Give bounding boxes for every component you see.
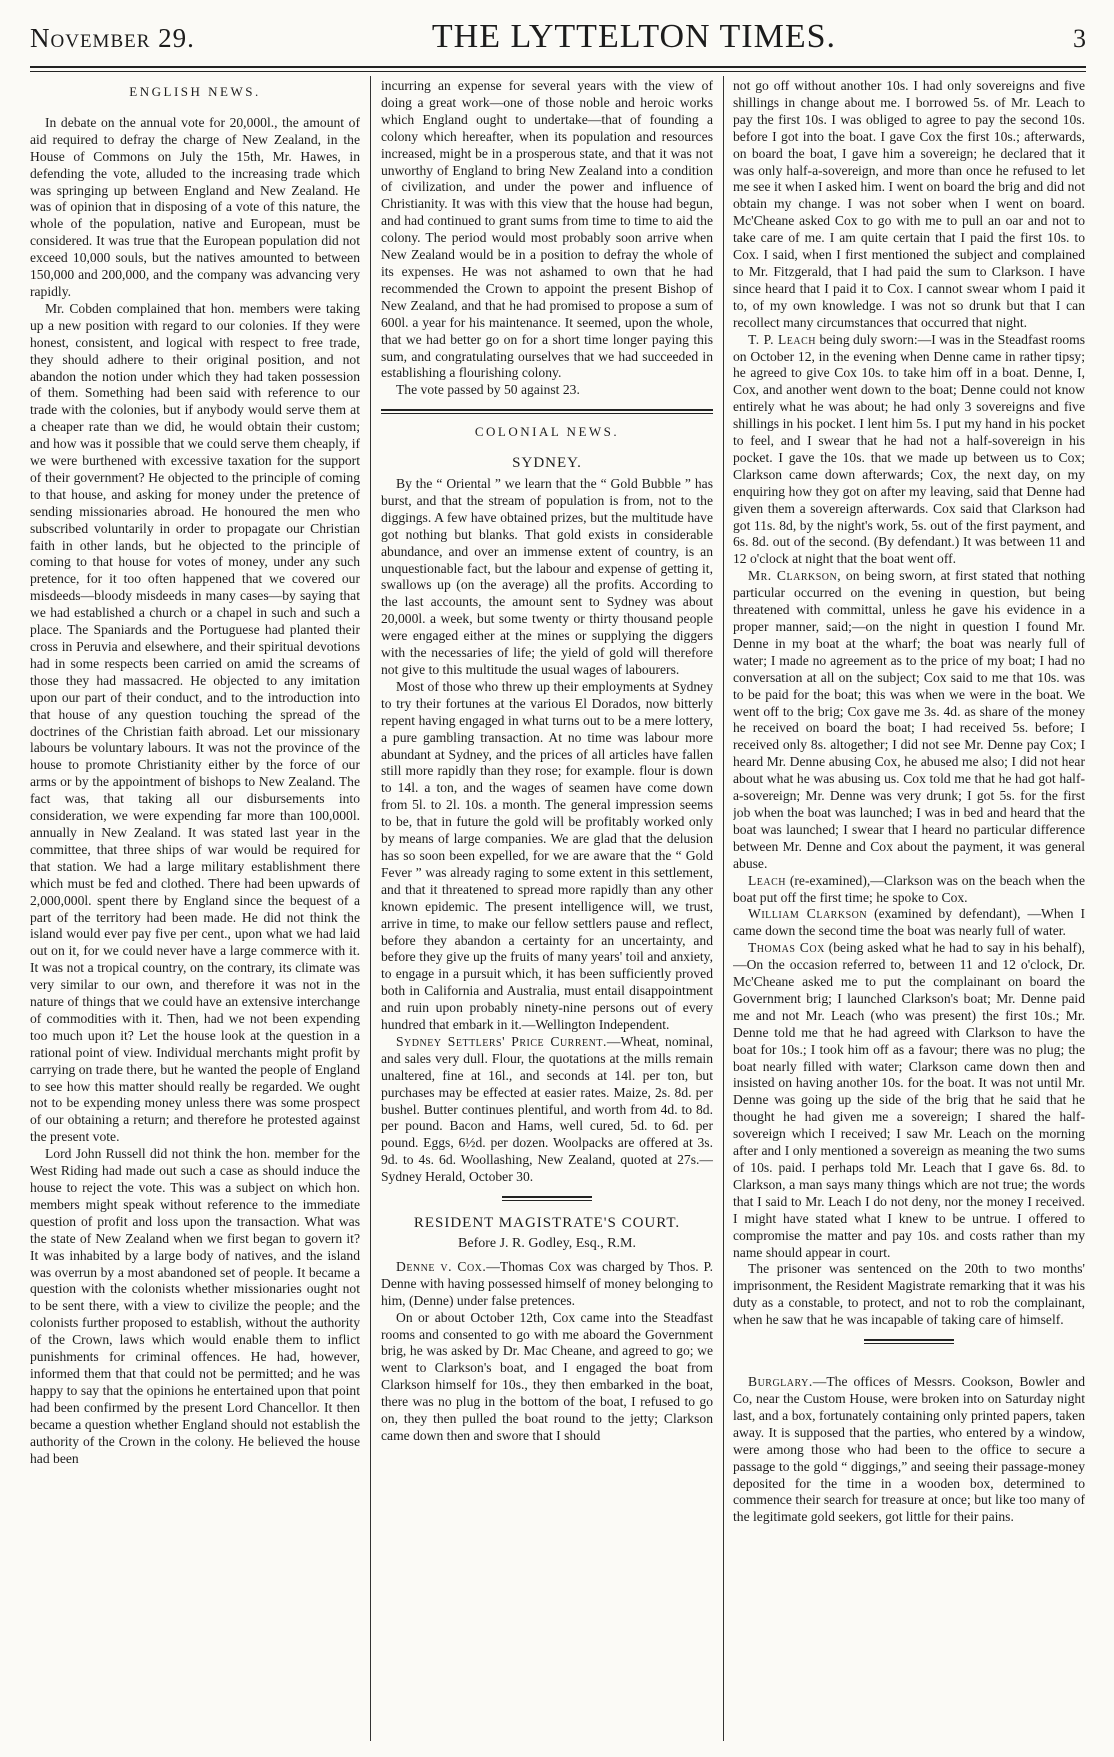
testimony-text: (re-examined),—Clarkson was on the beach when the boat put off the first time; he spoke to Cox. [733,872,1085,905]
article-paragraph: Lord John Russell did not think the hon. member for the West Riding had made out such a case as should induce the house to reject the vote. This was a subject on which hon. members might speak without reference to the immediate question of profit and loss upon the transaction. What was the state of New Zealand when we first began to govern it? It was inhabited by a large body of natives, and the island was overrun by a most abandoned set of people. It became a question with the colonists whether missionaries ought not to be sent there, with a view to civilize the people; and the colonists further proposed to establish, without the authority of the Crown, laws which would enable them to inflict punishments for criminal offences. He had, however, informed them that that could not be permitted; and he was happy to say that the opinions he entertained upon that point had been confirmed by the present Lord Chancellor. It then became a question whether England should not establish the authority of the Crown in the colony. He believed the house had been [30,1146,360,1466]
court-magistrate: Before J. R. Godley, Esq., R.M. [458,1236,636,1251]
article-paragraph: Mr. Cobden complained that hon. members were taking up a new position with regard to our colonies. If they were honest, consistent, and logical with respect to free trade, they should adhere to their original position, and not abandon the notion under which they had taken possession of them. Something had been said with reference to our trade with the colonies, but if anybody would serve them at a cheaper rate than we did, he would obtain their custom; and how was it possible that we could serve them cheaply, if we were burthened with excessive taxation for the support of their government? He objected to the principle of coming to that house, and asking for money under the pretence of sending missionaries abroad. He honoured the men who subscribed voluntarily in order to propagate our Christian faith in other lands, but he objected to the principle of coming to that house for votes of money, under any such pretence, for it too often happened that we covered our misdeeds—bloody misdeeds in many cases—by saying that we had established a church or a chapel in such and such a place. The Spaniards and the Portuguese had planted their cross in Peruvia and elsewhere, and their spiritual devotions had in some respects been carried on amid the screams of those they had massacred. He objected to any imitation upon our part of their conduct, and to the introduction into that house of any question touching the spread of the doctrines of the Christian faith abroad. Let our missionary labours be voluntary labours. It was not the province of the house to promote Christianity either by the force of our arms or by the appointment of bishops to New Zealand. The fact was, that taking all our disbursements into consideration, we were expending far more than 100,000l. annually in New Zealand. It was stated last year in the committee, that three ships of war would be required for that station. We had a large military establishment there which must be fed and clothed. There had been upwards of 2,000,000l. spent there by England since the bequest of a part of the territory had been made. He did not think the island would ever pay five per cent., upon what we had laid out on it, for we could never have a large commerce with it. It was not a tropical country, on the contrary, its climate was very similar to our own, and therefore it was not in the nature of things that we could have an extensive interchange of commodities with it. Then, had we not been expending too much upon it? Let the house look at the question in a rational point of view. Individual merchants might profit by carrying on trade there, but he wanted the people of England to see how this matter should really be regarded. We ought not to be expending money unless there was some prospect of our obtaining a return; and therefore he protested against the present vote. [30,300,360,1145]
testimony-leach [733,332,1085,569]
issue-date: November 29. [30,23,195,53]
column-english-news [30,78,360,1747]
testimony-thomas-cox [733,940,1085,1261]
testimony-clarkson [733,568,1085,872]
witness-name: T. P. Leach [748,331,817,347]
section-heading-colonial-news: COLONIAL NEWS. [474,424,620,440]
article-paragraph: In debate on the annual vote for 20,000l., the amount of aid required to defray the charge of New Zealand, in the House of Commons on July the 15th, Mr. Hawes, in defending the vote, alluded to the increasing trade which was springing up between England and New Zealand. He was of opinion that in disposing of a vote of this nature, the whole of the population, native and European, must be considered. It was true that the European population did not exceed 10,000 souls, but the natives amounted to between 150,000 and 200,000, and the company was advancing very rapidly. [30,114,360,299]
case-paragraph [381,1259,713,1310]
vote-result: The vote passed by 50 against 23. [396,382,580,398]
section-rule [502,1196,592,1201]
column-colonial-news [381,78,713,1747]
case-title: Denne v. Cox. [396,1258,487,1274]
case-charge: —Thomas Cox was charged by Thos. P. Denne with having possessed himself of money belonging to him, (Denne) under false pretences. [381,1258,713,1308]
sentence-paragraph: The prisoner was sentenced on the 20th to two months' imprisonment, the Resident Magistrate remarking that it was his duty as a constable, to protect, and not to rob the complainant, when he saw that he was incapable of taking care of himself. [733,1261,1085,1328]
witness-name: William Clarkson [748,906,868,922]
burglary-text: —The offices of Messrs. Cookson, Bowler and Co, near the Custom House, were broken into on Saturday night last, and a box, fortunately containing only printed papers, taken away. It is supposed that the parties, who entered by a window, were among those who had been to the office to secure a passage to the gold “ diggings,” and seeing their passage-money deposited for the time in a wooden box, determined to commence their search for treasure at once; but like too many of the legitimate gold seekers, got little for their pains. [733,1374,1085,1525]
price-current-text: —Wheat, nominal, and sales very dull. Flour, the quotations at the mills remain unaltered, fine at 16l., and seconds at 14l. per ton, but purchases may be effected at easier rates. Maize, 2s. 8d. per bushel. Butter continues plentiful, and worth from 4d. to 8d. per pound. Bacon and Hams, well cured, 5d. to 6d. per pound. Eggs, 6½d. per dozen. Woolpacks are offered at 3s. 9d. to 4s. 6d. Woollashing, New Zealand, quoted at 27s.—Sydney Herald, October 30. [381,1033,713,1185]
article-paragraph: Most of those who threw up their employments at Sydney to try their fortunes at the various El Dorados, now bitterly repent having engaged in what turns out to be a mere lottery, a pure gambling transaction. At no time was labour more abundant at Sydney, and the prices of all articles have fallen still more rapidly than they rose; for example. flour is down to 14l. a ton, and the wages of seamen have come down from 5l. to 2l. 10s. a month. The general impression seems to be, that in future the gold will be profitably worked only by means of large companies. We are glad that the delusion has so soon been expelled, for we are aware that the “ Gold Fever ” was already raging to some extent in this settlement, and that it threatened to spread more rapidly than any other known epidemic. The present intelligence will, we trust, arrive in time, to make our fellow settlers pause and reflect, before they abandon a certainty for an uncertainty, and before they give up the fruits of many years' toil and anxiety, to engage in a pursuit which, it has been sufficiently proved both in California and Australia, must entail disappointment and ruin upon probably ninety-nine persons out of every hundred that embark in it.—Wellington Independent. [381,678,713,1033]
testimony-leach-reexamined [733,873,1085,907]
masthead [30,18,1086,64]
article-paragraph: By the “ Oriental ” we learn that the “ Gold Bubble ” has burst, and that the stream of population is from, not to the diggings. A few have obtained prizes, but the multitude have got nothing but blanks. That gold exists in considerable abundance, and over an immense extent of country, is an unquestionable fact, but the labour and expense of getting it, swallows up (on the average) all the profits. According to the last accounts, the amount sent to Sydney was about 20,000l. a week, but some twenty or thirty thousand people were engaged either at the mines or supplying the diggers with the necessaries of life; the yield of gold will therefore not give to this multitude the usual wages of labourers. [381,476,713,677]
burglary-lead: Burglary. [748,1374,813,1390]
price-current-lead: Sydney Settlers' Price Current. [396,1033,607,1049]
section-rule [381,409,713,414]
witness-name: Mr. Clarkson, [748,568,842,584]
section-heading-english-news: ENGLISH NEWS. [129,84,261,99]
testimony-paragraph: On or about October 12th, Cox came into the Steadfast rooms and consented to go with me aboard the Government brig, he was asked by Dr. Mac Cheane, and agreed to go; we went to Clarkson's boat, and I engaged the boat from Clarkson himself for 10s., they then embarked in the boat, there was no plug in the bottom of the boat, I refused to go on, they then pulled the boat round to the jetty; Clarkson came down then and swore that I should [381,1309,713,1443]
testimony-text: (being asked what he had to say in his behalf),—On the occasion referred to, between 11 and 12 o'clock, Dr. Mc'Cheane asked me to put the complainant on board the Government brig; I launched Clarkson's boat; Mr. Denne paid me and not Mr. Leach (who was present) the first 10s.; Mr. Denne told me that he had agreed with Clarkson to have the boat for 10s.; I took him off as a favour; there was no plug; the boat nearly filled with water; Clarkson came down then and insisted on having another 10s. for the boat. It was not until Mr. Denne was going up the side of the brig that he said that he thought he had given me a sovereign; I shared the half-sovereign which I received; I saw Mr. Leach on the morning after and I only mentioned a sovereign as meaning the two sums of 10s. paid. I perhaps told Mr. Leach that I gave 6s. 8d. to Clarkson, a man says many things which are not true; the words that I said to Mr. Leach I do not deny, nor the money I received. I might have stated what I knew to be untrue. I offered to compromise the matter and pay 10s. and costs rather than my name should appear in court. [733,940,1085,1260]
price-current-paragraph [381,1034,713,1186]
masthead-rule-thin [30,71,1086,72]
article-continuation: incurring an expense for several years with the view of doing a great work—one of those noble and heroic works which England ought to undertake—that of founding a colony which hereafter, when its population and resources increased, might be in a prosperous state, and that it was not unworthy of England to bring New Zealand into a condition of civilization, and under the power and influence of Christianity. It was with this view that the house had begun, and had continued to grant sums from time to time to aid the colony. The period would most probably soon arrive when New Zealand would be in a position to defray the whole of its expenses. He was not ashamed to own that he had recommended the Crown to appoint the present Bishop of New Zealand, and that he had promised to propose a sum of 600l. a year for his maintenance. It seemed, upon the whole, that we had better go on for a short time longer paying this sum, and congratulating ourselves that we had succeeded in establishing a flourishing colony. [381,78,713,381]
testimony-william-clarkson [733,906,1085,940]
testimony-text: being duly sworn:—I was in the Steadfast rooms on October 12, in the evening when Denne came in rather tipsy; he agreed to give Cox 10s. to take him off in a boat. Denne, I, Cox, and another went down to the boat; Denne could not know entirely what he was about; he had only 3 sovereigns and five shillings in his pocket. I lent him 5s. I put my hand in his pocket to feel, and I swear that he had not a half-sovereign in his pocket. I gave the 10s. that we made up between us to Cox; Clarkson came down afterwards; Cox, the next day, on my enquiring how they got on after my leaving, said that Denne had given them a sovereign afterwards. Cox said that Clarkson had got 11s. 8d, by the night's work, 5s. out of the first payment, and 6s. 8d. out of the second. (By defendant.) It was between 11 and 12 o'clock at night that the boat went off. [733,331,1085,567]
burglary-paragraph [733,1374,1085,1526]
column-divider [723,76,724,1741]
witness-name: Leach [748,872,787,888]
testimony-text: on being sworn, at first stated that nothing particular occurred on the evening in question, but being threatened with committal, unless he gave his evidence in a proper manner, said;—on the night in question I found Mr. Denne in my boat at the wharf; the boat was nearly full of water; I made no agreement as to the price of my boat; I had no conversation at all on the subject; Cox said to me that 10s. was to be paid for the boat; this was when we were in the boat. We went off to the brig; Cox gave me 3s. 4d. as share of the money he received on board the boat; I had received 5s. before; I received only 8s. altogether; I did not see Mr. Denne pay Cox; I heard Mr. Denne abusing Cox, he abused me also; I did not hear about what he was abusing us. Cox told me that he had got half-a-sovereign; Mr. Denne was very drunk; I got 5s. for the first job when the boat was launched; I was in bed and heard that the boat was launched; I swear that I heard no particular difference between Mr. Denne and Cox about the payment, it was general abuse. [733,568,1085,871]
column-court-report [733,78,1085,1747]
masthead-rule [30,66,1086,68]
section-rule [864,1339,954,1344]
testimony-text: (examined by defendant), —When I came down the second time the boat was nearly full of water. [733,906,1085,939]
testimony-continuation: not go off without another 10s. I had only sovereigns and five shillings in change about me. I borrowed 5s. of Mr. Leach to pay the first 10s. I was obliged to agree to pay the second 10s. before I got into the boat. I gave Cox the first 10s.; afterwards, on board the boat, I gave him a sovereign; he declared that it was only half-a-sovereign, and more than once he refused to let me see it when I asked him. I went on board the brig and did not obtain my change. I was not sober when I went on board. Mc'Cheane asked Cox to go with me to pull an oar and not to take care of me. I am quite certain that I paid the first 10s. to Cox. I said, when I first mentioned the subject and complained to Mr. Fitzgerald, that I had paid the sum to Clarkson. I have since heard that I paid it to Cox. I cannot swear whom I paid it to, of my own knowledge. I was not so drunk but that I can recollect many circumstances that occurred that night. [733,78,1085,330]
witness-name: Thomas Cox [748,940,825,956]
page-number: 3 [1073,24,1086,53]
column-divider [370,76,371,1741]
subheading-sydney: SYDNEY. [512,455,582,472]
newspaper-title: THE LYTTELTON TIMES. [431,18,837,55]
section-heading-court: RESIDENT MAGISTRATE'S COURT. [413,1215,681,1232]
